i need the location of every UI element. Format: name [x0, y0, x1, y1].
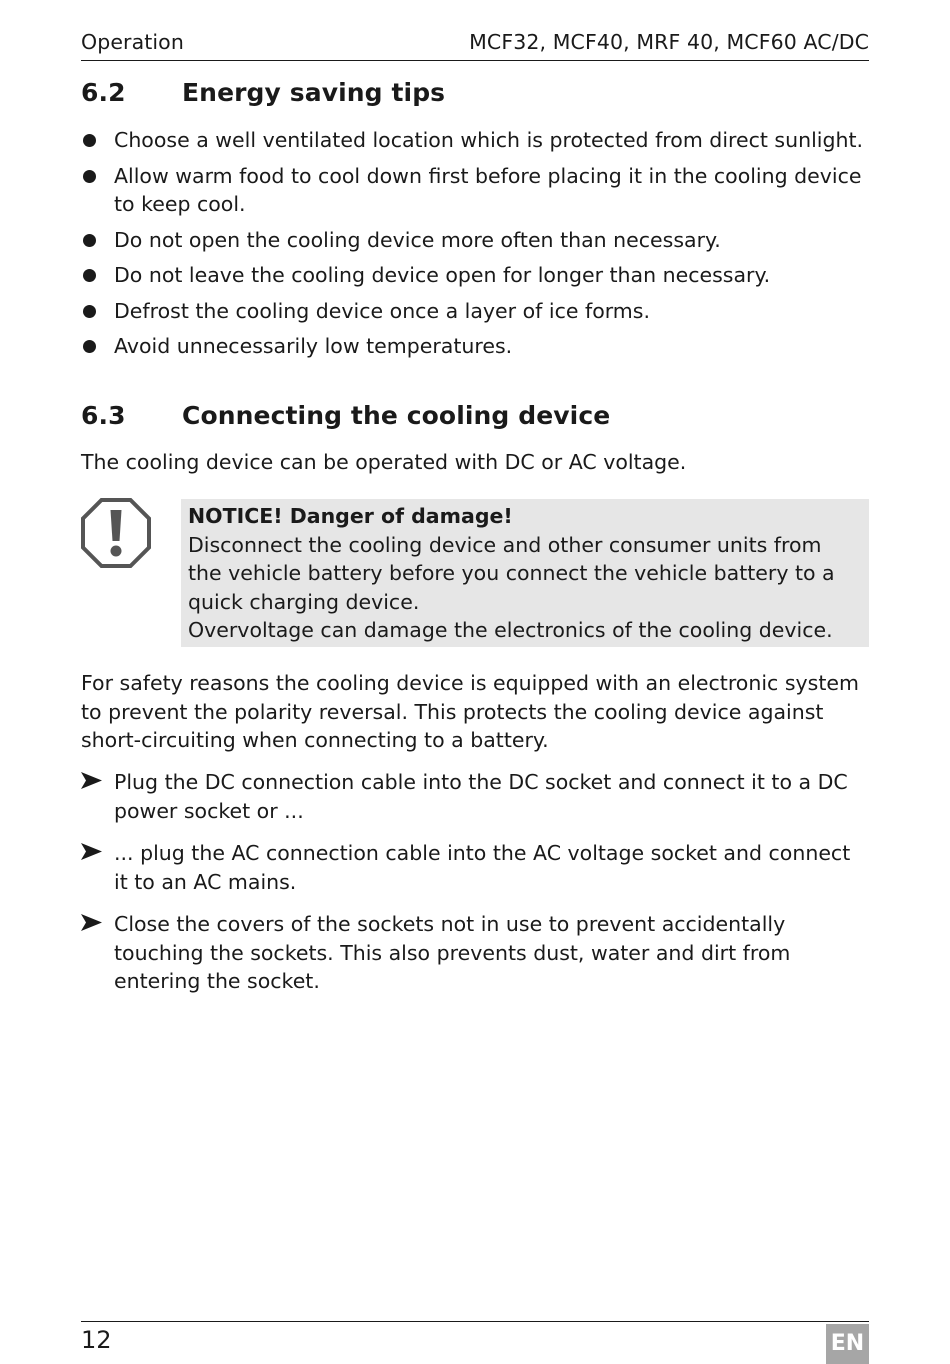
heading-title: Energy saving tips	[182, 78, 446, 107]
header-section: Operation	[81, 30, 184, 54]
intro-paragraph: The cooling device can be operated with DC or AC voltage.	[81, 450, 687, 474]
arrowhead-right-icon	[81, 843, 102, 860]
arrowhead-right-icon	[81, 772, 102, 789]
bullet-icon	[83, 269, 96, 282]
step-text: ... plug the AC connection cable into the AC voltage socket and connect it to an AC mains.	[114, 841, 851, 894]
heading-number: 6.2	[81, 78, 126, 107]
energy-tips-list	[81, 126, 869, 368]
list-item-text: Allow warm food to cool down first before placing it in the cooling device to keep cool.	[114, 163, 862, 216]
list-item-text: Avoid unnecessarily low temperatures.	[114, 334, 513, 358]
exclamation-octagon-icon	[81, 498, 151, 568]
list-item	[81, 910, 869, 996]
page-number: 12	[81, 1326, 112, 1354]
bullet-icon	[83, 340, 96, 353]
bullet-icon	[83, 134, 96, 147]
list-item	[81, 297, 869, 326]
list-item	[81, 261, 869, 290]
bullet-icon	[83, 170, 96, 183]
heading-energy-saving	[81, 78, 445, 107]
list-item-text: Do not leave the cooling device open for longer than necessary.	[114, 263, 771, 287]
safety-paragraph: For safety reasons the cooling device is equipped with an electronic system to prevent the polarity reversal. This protects the cooling device against short-circuiting when connecting to a battery.	[81, 671, 859, 752]
list-item-text: Defrost the cooling device once a layer of ice forms.	[114, 298, 650, 323]
language-badge: EN	[826, 1324, 869, 1364]
notice-title: NOTICE! Danger of damage!	[188, 504, 513, 528]
list-item	[81, 226, 869, 255]
list-item	[81, 768, 869, 825]
footer-divider	[81, 1321, 869, 1322]
page-header	[81, 28, 869, 61]
header-models: MCF32, MCF40, MRF 40, MCF60 AC/DC	[469, 30, 869, 54]
step-text: Close the covers of the sockets not in use to prevent accidentally touching the sockets. This also prevents dust, water and dirt from entering the socket.	[114, 912, 791, 993]
list-item-text: Choose a well ventilated location which is protected from direct sunlight.	[114, 128, 864, 152]
heading-connecting	[81, 401, 610, 430]
notice-box	[181, 499, 869, 647]
notice-text: Overvoltage can damage the electronics of the cooling device.	[188, 618, 833, 642]
list-item	[81, 162, 869, 219]
list-item-text: Do not open the cooling device more often than necessary.	[114, 227, 721, 252]
list-item	[81, 839, 869, 896]
arrowhead-right-icon	[81, 914, 102, 931]
heading-number: 6.3	[81, 401, 126, 430]
notice-text: Disconnect the cooling device and other consumer units from the vehicle battery before you connect the vehicle battery to a quick charging device.	[188, 532, 835, 614]
heading-title: Connecting the cooling device	[182, 401, 611, 430]
connection-steps	[81, 768, 869, 1010]
list-item	[81, 332, 869, 361]
list-item	[81, 126, 869, 155]
bullet-icon	[83, 234, 96, 247]
step-text: Plug the DC connection cable into the DC socket and connect it to a DC power socket or ...	[114, 770, 848, 823]
bullet-icon	[83, 305, 96, 318]
